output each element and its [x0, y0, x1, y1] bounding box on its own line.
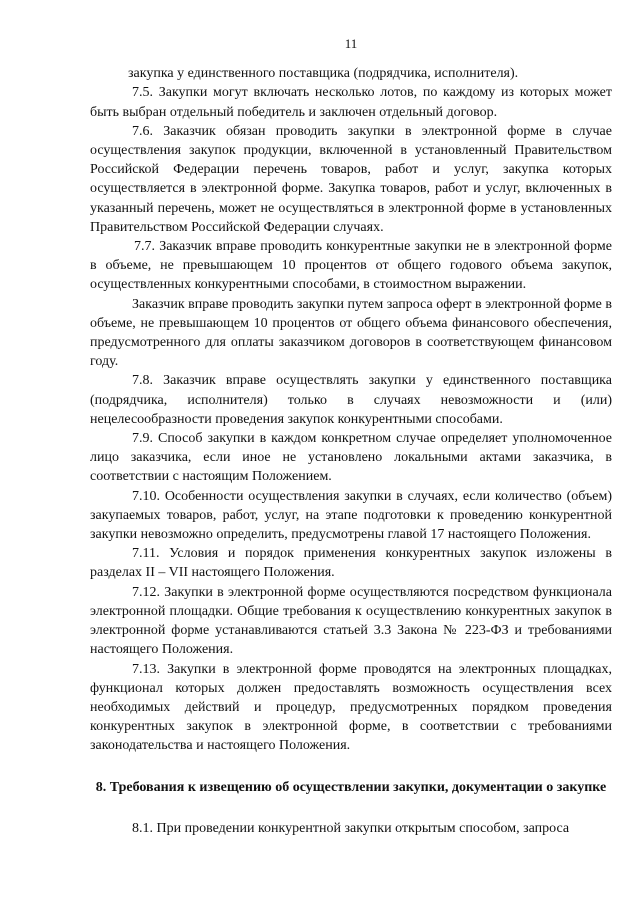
paragraph-7-11: 7.11. Условия и порядок применения конкурентных закупок изложены в разделах II – VII настоящего Положения. — [90, 546, 612, 581]
paragraph-continuation: закупка у единственного поставщика (подрядчика, исполнителя). — [128, 66, 519, 82]
paragraph-7-8: 7.8. Заказчик вправе осуществлять закупки у единственного поставщика (подрядчика, исполнителя) только в случаях невозможности и (или) нецелесообразности проведения закупок конкурентными способами. — [90, 373, 612, 427]
paragraph-7-5: 7.5. Закупки могут включать несколько лотов, по каждому из которых может быть выбран отдельный победитель и заключен отдельный договор. — [90, 85, 612, 120]
page-number: 11 — [344, 36, 358, 51]
paragraph-7-6: 7.6. Заказчик обязан проводить закупки в электронной форме в случае осуществления закупок продукции, включенной в установленный Правительством Российской Федерации перечень товаров, работ и услуг, закупка которых осуществляется в электронной форме. Закупка товаров, работ и услуг, включенных в указанный перечень, может не осуществляться в электронной форме в установленных Правительством Российской Федерации случаях. — [90, 123, 612, 235]
paragraph-7-13: 7.13. Закупки в электронной форме проводятся на электронных площадках, функционал которых должен предоставлять возможность осуществления всех необходимых действий и процедур, предусмотренных порядком проведения конкурентных закупок в электронной форме, в соответствии с требованиями законодательства и настоящего Положения. — [90, 661, 612, 754]
section-heading: 8. Требования к извещению об осуществлении закупки, документации о закупке — [95, 779, 607, 795]
paragraph-7-9: 7.9. Способ закупки в каждом конкретном случае определяет уполномоченное лицо заказчика, если иное не установлено локальными актами заказчика, в соответствии с настоящим Положением. — [90, 431, 612, 485]
paragraph-7-12: 7.12. Закупки в электронной форме осуществляются посредством функционала электронной площадки. Общие требования к осуществлению конкурентных закупок в электронной форме устанавливаются статьей 3.3 Закона № 223-ФЗ и требованиями настоящего Положения. — [90, 584, 612, 658]
paragraph-7-7-offers: Заказчик вправе проводить закупки путем запроса оферт в электронной форме в объеме, не превышающем 10 процентов от общего объема финансового обеспечения, предусмотренного для оплаты заказчиком договоров в соответствующем финансовом году. — [90, 296, 612, 370]
paragraph-8-1: 8.1. При проведении конкурентной закупки открытым способом, запроса — [132, 820, 570, 836]
paragraph-7-10: 7.10. Особенности осуществления закупки в случаях, если количество (объем) закупаемых товаров, работ, услуг, на этапе подготовки к проведению конкурентной закупки невозможно определить, предусмотрены главой 17 настоящего Положения. — [90, 488, 612, 543]
paragraph-7-7: 7.7. Заказчик вправе проводить конкурентные закупки не в электронной форме в объеме, не превышающем 10 процентов от общего годового объема закупок, осуществленных конкурентными способами, в стоимостном выражении. — [90, 239, 612, 293]
